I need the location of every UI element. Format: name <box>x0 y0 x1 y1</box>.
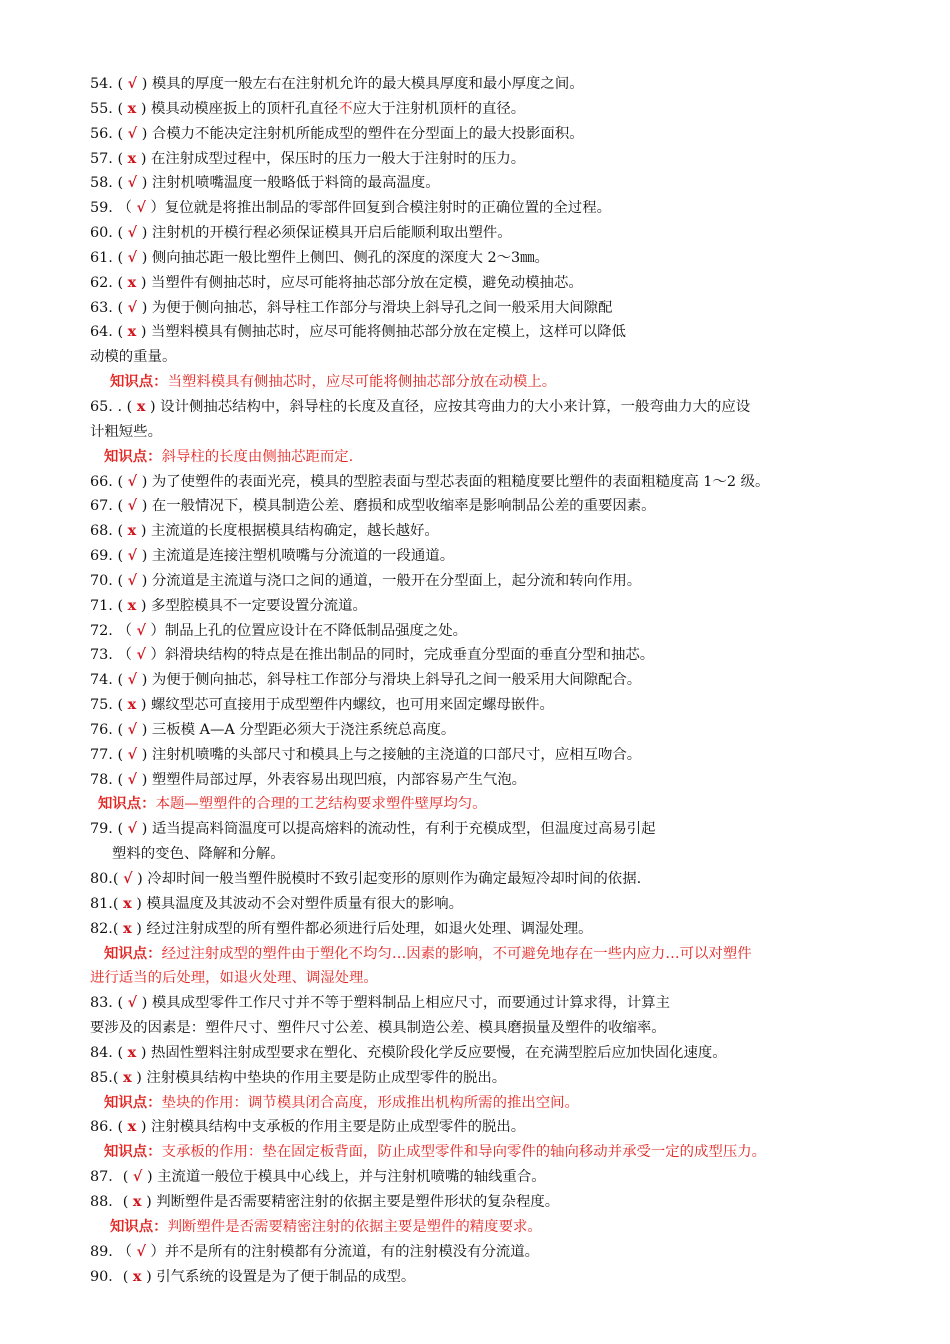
note-label: 知识点： <box>104 1093 162 1111</box>
question-number: 61. ( <box>90 249 128 266</box>
question-text: ）复位就是将推出制品的零部件回复到合模注射时的正确位置的全过程。 <box>145 200 611 217</box>
question-text: ）并不是所有的注射模都有分流道，有的注射模没有分流道。 <box>145 1243 540 1260</box>
answer-mark: √ <box>127 124 138 142</box>
note-label: 知识点： <box>98 795 156 813</box>
question-text: ) 注射机喷嘴的头部尺寸和模具上与之接触的主浇道的口部尺寸，应相互吻合。 <box>137 746 642 763</box>
answer-mark: x <box>127 596 137 614</box>
question-text: ) 为便于侧向抽芯，斜导柱工作部分与滑块上斜导孔之间一般采用大间隙配合。 <box>137 672 642 689</box>
answer-mark: x <box>123 1068 132 1086</box>
question-line <box>90 395 865 420</box>
question-number: 68. ( <box>90 523 128 540</box>
question-line <box>90 494 865 519</box>
question-line <box>90 768 865 793</box>
note-text: 经过注射成型的塑件由于塑化不均匀…因素的影响，不可避免地存在一些内应力…可以对塑件 <box>161 945 752 962</box>
question-number: 77. ( <box>90 746 128 763</box>
question-text: ) 当塑件有侧抽芯时，应尽可能将抽芯部分放在定模，避免动模抽芯。 <box>136 274 583 291</box>
question-text: ) 分流道是主流道与浇口之间的通道，一般开在分型面上，起分流和转向作用。 <box>137 572 642 589</box>
question-text: ) 冷却时间一般当塑件脱模时不致引起变形的原则作为确定最短冷却时间的依据. <box>132 871 642 887</box>
question-line <box>90 544 865 569</box>
question-line <box>90 619 865 644</box>
question-number: 87．( <box>90 1169 133 1186</box>
knowledge-note <box>90 445 865 470</box>
answer-mark: √ <box>127 671 138 689</box>
answer-mark: x <box>127 1043 137 1061</box>
answer-mark: √ <box>127 994 138 1012</box>
question-number: 85.( <box>90 1069 124 1086</box>
knowledge-note <box>90 1140 865 1165</box>
question-text: ) 注射机喷嘴温度一般略低于料筒的最高温度。 <box>137 175 440 192</box>
question-text: ) 多型腔模具不一定要设置分流道。 <box>136 597 367 614</box>
question-line <box>90 271 865 296</box>
question-text: ) 模具温度及其波动不会对塑件质量有很大的影响。 <box>131 895 464 912</box>
question-line <box>90 1041 865 1066</box>
question-number: 62. ( <box>90 274 128 291</box>
question-number: 80.( <box>90 871 124 887</box>
question-number: 78. ( <box>90 771 128 788</box>
question-line <box>90 867 865 892</box>
question-number: 69. ( <box>90 548 128 565</box>
answer-mark: √ <box>127 720 138 738</box>
question-number: 71. ( <box>90 597 128 614</box>
question-number: 86. ( <box>90 1119 128 1136</box>
question-number: 58. ( <box>90 175 128 192</box>
answer-mark: √ <box>127 571 138 589</box>
question-number: 84. ( <box>90 1044 128 1061</box>
answer-mark: √ <box>127 472 138 490</box>
question-text: ) 为了使塑件的表面光亮，模具的型腔表面与型芯表面的粗糙度要比塑件的表面粗糙度高 1～2 级。 <box>137 473 770 490</box>
continuation-text: 塑料的变色、降解和分解。 <box>112 846 285 863</box>
question-line <box>90 892 865 917</box>
answer-mark: x <box>123 894 132 912</box>
question-text: ) 注射模具结构中支承板的作用主要是防止成型零件的脱出。 <box>136 1119 526 1136</box>
note-text: 当塑料模具有侧抽芯时，应尽可能将侧抽芯部分放在动模上。 <box>167 374 557 391</box>
question-number: 72. （ <box>90 622 137 639</box>
note-text: 垫块的作用：调节模具闭合高度，形成推出机构所需的推出空间。 <box>161 1094 579 1111</box>
question-text: ) 在注射成型过程中，保压时的压力一般大于注射时的压力。 <box>136 150 526 167</box>
question-text: ) 主流道的长度根据模具结构确定，越长越好。 <box>136 523 439 540</box>
question-number: 59. （ <box>90 200 137 217</box>
answer-mark: √ <box>127 820 138 838</box>
continuation-line <box>90 1016 865 1041</box>
question-line <box>90 1165 865 1190</box>
answer-mark: x <box>127 273 137 291</box>
question-number: 56. ( <box>90 125 128 142</box>
continuation-line <box>90 345 865 370</box>
question-text: ) 塑塑件局部过厚，外表容易出现凹痕，内部容易产生气泡。 <box>137 771 527 788</box>
answer-mark: √ <box>136 1242 146 1260</box>
question-text: ) 三板模 A—A 分型距必须大于浇注系统总高度。 <box>137 721 456 738</box>
question-text: ) 引气系统的设置是为了便于制品的成型。 <box>141 1268 416 1285</box>
answer-mark: x <box>127 696 137 714</box>
question-number: 66. ( <box>90 473 128 490</box>
question-text: ) 当塑料模具有侧抽芯时，应尽可能将侧抽芯部分放在定模上，这样可以降低 <box>136 324 626 341</box>
note-text: 判断塑件是否需要精密注射的依据主要是塑件的精度要求。 <box>167 1218 542 1235</box>
question-line <box>90 917 865 942</box>
question-number: 82.( <box>90 920 124 937</box>
question-text: ) 模具动模座扳上的顶杆孔直径 <box>136 100 339 117</box>
question-number: 63. ( <box>90 299 128 316</box>
question-text: ) 热固性塑料注射成型要求在塑化、充模阶段化学反应要慢，在充满型腔后应加快固化速度。 <box>136 1044 727 1061</box>
answer-mark: √ <box>127 497 138 515</box>
question-line <box>90 643 865 668</box>
question-number: 60. ( <box>90 225 128 242</box>
question-text: ) 注射机的开模行程必须保证模具开启后能顺利取出塑件。 <box>137 225 512 242</box>
question-text: ）斜滑块结构的特点是在推出制品的同时，完成垂直分型面的垂直分型和抽芯。 <box>145 647 655 664</box>
document-page <box>90 72 865 1289</box>
question-number: 79. ( <box>90 821 128 838</box>
answer-mark: x <box>127 99 137 117</box>
question-number: 88．( <box>90 1193 133 1210</box>
answer-mark: x <box>127 522 137 540</box>
question-line <box>90 171 865 196</box>
question-number: 83. ( <box>90 995 128 1012</box>
note-label: 知识点： <box>110 1217 168 1235</box>
continuation-line <box>90 420 865 445</box>
note-label: 知识点： <box>110 373 168 391</box>
question-line <box>90 320 865 345</box>
answer-mark: x <box>132 1192 142 1210</box>
question-number: 55. ( <box>90 100 128 117</box>
question-line <box>90 1240 865 1265</box>
question-number: 90．( <box>90 1268 133 1285</box>
question-text: ）制品上孔的位置应设计在不降低制品强度之处。 <box>145 622 468 639</box>
answer-mark: √ <box>136 199 146 217</box>
question-number: 73. （ <box>90 647 137 664</box>
note-text: 斜导柱的长度由侧抽芯距而定. <box>161 448 354 465</box>
question-line <box>90 743 865 768</box>
answer-mark: √ <box>127 248 138 266</box>
answer-mark: √ <box>127 745 138 763</box>
note-label: 知识点： <box>104 1143 162 1161</box>
note-text: 本题—塑塑件的合理的工艺结构要求塑件壁厚均匀。 <box>155 796 487 813</box>
question-text: ) 判断塑件是否需要精密注射的依据主要是塑件形状的复杂程度。 <box>141 1193 560 1210</box>
question-text: ) 设计侧抽芯结构中，斜导柱的长度及直径，应按其弯曲力的大小来计算，一般弯曲力大的应设 <box>145 398 751 415</box>
answer-mark: x <box>123 919 132 937</box>
highlighted-text: 不 <box>338 100 353 117</box>
question-line <box>90 693 865 718</box>
note-text: 进行适当的后处理，如退火处理、调湿处理。 <box>90 970 378 987</box>
answer-mark: √ <box>127 298 138 316</box>
question-text: ) 合模力不能决定注射机所能成型的塑件在分型面上的最大投影面积。 <box>137 125 584 142</box>
answer-mark: √ <box>127 547 138 565</box>
question-line <box>90 72 865 97</box>
question-line <box>90 1190 865 1215</box>
continuation-text: 要涉及的因素是：塑件尺寸、塑件尺寸公差、模具制造公差、模具磨损量及塑件的收缩率。 <box>90 1020 666 1037</box>
question-number: 57. ( <box>90 150 128 167</box>
answer-mark: √ <box>132 1168 143 1186</box>
note-label: 知识点： <box>104 447 162 465</box>
answer-mark: x <box>127 1118 137 1136</box>
question-line <box>90 817 865 842</box>
knowledge-note <box>90 1215 865 1240</box>
question-number: 54. ( <box>90 76 128 92</box>
question-number: 64. ( <box>90 324 128 341</box>
question-line <box>90 519 865 544</box>
question-text: ) 主流道是连接注塑机喷嘴与分流道的一段通道。 <box>137 548 455 565</box>
question-text: ) 螺纹型芯可直接用于成型塑件内螺纹，也可用来固定螺母嵌件。 <box>136 697 554 714</box>
question-text: ) 在一般情况下，模具制造公差、磨损和成型收缩率是影响制品公差的重要因素。 <box>137 498 656 515</box>
question-number: 74. ( <box>90 672 128 689</box>
answer-mark: x <box>136 397 146 415</box>
question-text: ) 模具的厚度一般左右在注射机允许的最大模具厚度和最小厚度之间。 <box>137 76 584 92</box>
question-line <box>90 196 865 221</box>
question-text: ) 模具成型零件工作尺寸并不等于塑料制品上相应尺寸，而要通过计算求得，计算主 <box>137 995 670 1012</box>
answer-mark: √ <box>127 770 138 788</box>
question-text-continued: 应大于注射机顶杆的直径。 <box>352 100 526 117</box>
question-number: 70. ( <box>90 572 128 589</box>
question-line <box>90 246 865 271</box>
question-line <box>90 668 865 693</box>
knowledge-note <box>90 966 865 991</box>
continuation-line <box>90 842 865 867</box>
question-line <box>90 594 865 619</box>
question-line <box>90 122 865 147</box>
question-number: 75. ( <box>90 697 128 714</box>
answer-mark: √ <box>136 646 146 664</box>
question-number: 76. ( <box>90 721 128 738</box>
question-text: ) 经过注射成型的所有塑件都必须进行后处理，如退火处理、调湿处理。 <box>131 920 593 937</box>
question-number: 89. （ <box>90 1243 137 1260</box>
question-line <box>90 718 865 743</box>
question-line <box>90 296 865 321</box>
question-line <box>90 221 865 246</box>
note-label: 知识点： <box>104 944 162 962</box>
question-number: 65. . ( <box>90 398 137 415</box>
continuation-text: 动模的重量。 <box>90 349 177 366</box>
knowledge-note <box>90 1091 865 1116</box>
knowledge-note <box>90 370 865 395</box>
question-text: ) 侧向抽芯距一般比塑件上侧凹、侧孔的深度的深度大 2～3㎜。 <box>137 249 549 266</box>
question-line <box>90 1115 865 1140</box>
question-line <box>90 1265 865 1290</box>
answer-mark: x <box>127 323 137 341</box>
question-text: ) 注射模具结构中垫块的作用主要是防止成型零件的脱出。 <box>131 1069 507 1086</box>
knowledge-note <box>90 792 865 817</box>
knowledge-note <box>90 942 865 967</box>
question-text: ) 主流道一般位于模具中心线上，并与注射机喷嘴的轴线重合。 <box>142 1169 546 1186</box>
question-line <box>90 569 865 594</box>
note-text: 支承板的作用：垫在固定板背面，防止成型零件和导向零件的轴向移动并承受一定的成型压力。 <box>161 1144 766 1161</box>
question-text: ) 适当提高料筒温度可以提高熔料的流动性，有利于充模成型，但温度过高易引起 <box>137 821 656 838</box>
question-line <box>90 147 865 172</box>
question-number: 67. ( <box>90 498 128 515</box>
question-number: 81.( <box>90 895 124 912</box>
answer-mark: √ <box>136 621 146 639</box>
answer-mark: √ <box>127 224 138 242</box>
answer-mark: √ <box>127 75 138 92</box>
continuation-text: 计粗短些。 <box>90 423 162 440</box>
answer-mark: x <box>132 1267 142 1285</box>
question-line <box>90 470 865 495</box>
answer-mark: √ <box>123 870 133 887</box>
answer-mark: √ <box>127 174 138 192</box>
question-text: ) 为便于侧向抽芯，斜导柱工作部分与滑块上斜导孔之间一般采用大间隙配 <box>137 299 613 316</box>
answer-mark: x <box>127 149 137 167</box>
question-line <box>90 97 865 122</box>
question-line <box>90 1066 865 1091</box>
question-line <box>90 991 865 1016</box>
